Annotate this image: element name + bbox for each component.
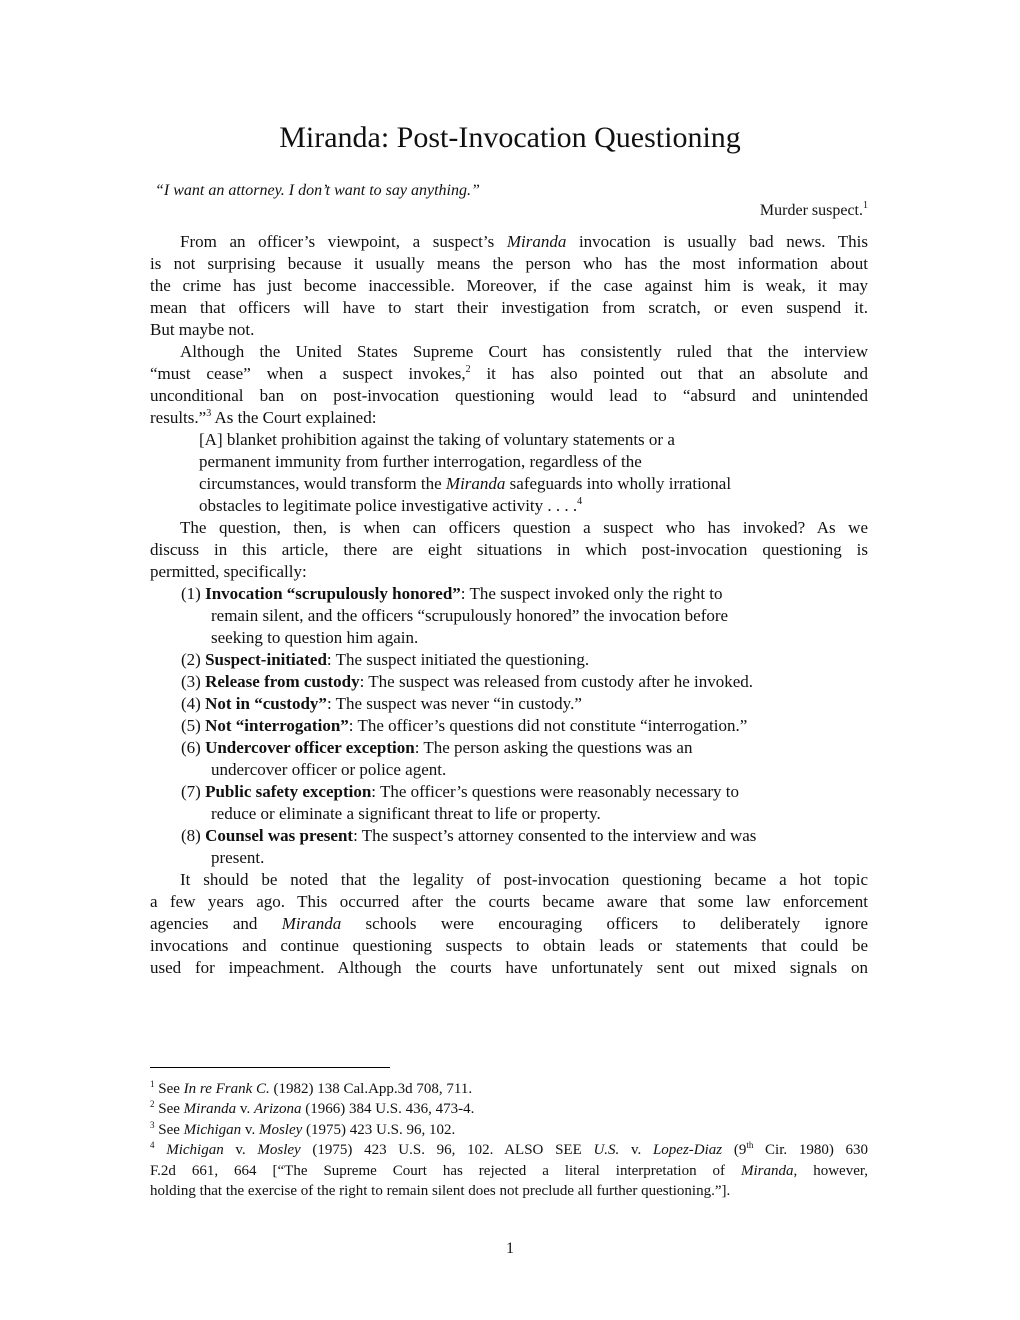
text-run: The question, then, is when can officers question a suspect who has invoked? As we bbox=[180, 518, 868, 537]
text-run: : The officer’s questions did not constitute “interrogation.” bbox=[348, 716, 748, 735]
text-run: remain silent, and the officers “scrupulously honored” the invocation before bbox=[211, 606, 729, 625]
footnote-ref: 4 bbox=[577, 496, 583, 507]
text-run: v. bbox=[241, 1121, 259, 1138]
footnote-line bbox=[150, 1120, 868, 1140]
footnote-divider bbox=[150, 1067, 390, 1068]
body-line bbox=[150, 561, 868, 583]
footnote-ref: 2 bbox=[465, 364, 471, 375]
italic-text: Mosley bbox=[258, 1121, 303, 1138]
body-line bbox=[150, 935, 868, 957]
text-run: (4) bbox=[181, 694, 206, 713]
text-run: It should be noted that the legality of post-invocation questioning became a hot topic bbox=[180, 870, 868, 889]
body-line bbox=[150, 231, 868, 253]
text-run: reduce or eliminate a significant threat to life or property. bbox=[211, 804, 601, 823]
footnotes bbox=[150, 1079, 868, 1201]
text-run: (3) bbox=[181, 672, 206, 691]
bold-text: Not “interrogation” bbox=[205, 716, 349, 735]
footnote-ref: 3 bbox=[206, 408, 212, 419]
body-line bbox=[150, 847, 868, 869]
italic-text: Miranda bbox=[741, 1162, 794, 1179]
body-line bbox=[150, 451, 868, 473]
text-run: seeking to question him again. bbox=[211, 628, 419, 647]
italic-text: In re Frank C. bbox=[183, 1081, 270, 1097]
text-run: : The suspect’s attorney consented to the interview and was bbox=[353, 826, 757, 845]
body-line bbox=[150, 319, 868, 341]
body-line bbox=[150, 539, 868, 561]
italic-text: Miranda bbox=[183, 1101, 237, 1118]
body-line bbox=[150, 781, 868, 803]
body-line bbox=[150, 429, 868, 451]
text-run: “must cease” when a suspect invokes, bbox=[150, 364, 466, 383]
text-run: undercover officer or police agent. bbox=[211, 760, 447, 779]
text-run: (1982) 138 Cal.App.3d 708, 711. bbox=[269, 1081, 473, 1097]
body-line bbox=[150, 297, 868, 319]
footnote-ref: 1 bbox=[863, 200, 868, 211]
document-title: Miranda: Post-Invocation Questioning bbox=[279, 121, 741, 154]
bold-text: Public safety exception bbox=[205, 782, 372, 801]
footnote-line bbox=[150, 1079, 868, 1099]
text-run: : The officer’s questions were reasonably necessary to bbox=[371, 782, 740, 801]
text-run: circumstances, would transform the bbox=[199, 474, 446, 493]
body-line bbox=[150, 517, 868, 539]
text-run: (1975) 423 U.S. 96, 102. bbox=[302, 1121, 456, 1138]
text-run: (5) bbox=[181, 716, 206, 735]
text-run: permanent immunity from further interrogation, regardless of the bbox=[199, 452, 642, 471]
body-line bbox=[150, 759, 868, 781]
italic-text: Miranda bbox=[281, 914, 342, 933]
body-line bbox=[150, 253, 868, 275]
body-line bbox=[150, 671, 868, 693]
text-run: F.2d 661, 664 [“The Supreme Court has rejected a literal interpretation of bbox=[150, 1162, 741, 1179]
text-run: obstacles to legitimate police investigative activity . . . . bbox=[199, 496, 578, 515]
text-run: : The suspect was never “in custody.” bbox=[326, 694, 582, 713]
body-line bbox=[150, 825, 868, 847]
text-run: Cir. 1980) 630 bbox=[753, 1142, 869, 1159]
text-run: present. bbox=[211, 848, 265, 867]
body-line bbox=[150, 715, 868, 737]
bold-text: Counsel was present bbox=[205, 826, 354, 845]
text-run: : The suspect was released from custody after he invoked. bbox=[359, 672, 754, 691]
text-run: (1966) 384 U.S. 436, 473-4. bbox=[301, 1101, 475, 1118]
bold-text: Invocation “scrupulously honored” bbox=[205, 584, 461, 603]
text-run: it has also pointed out that an absolute and bbox=[470, 364, 868, 383]
page-number: 1 bbox=[506, 1240, 514, 1257]
text-run bbox=[155, 1142, 167, 1158]
text-run: (9 bbox=[722, 1142, 747, 1159]
body-line bbox=[150, 583, 868, 605]
body-line bbox=[150, 341, 868, 363]
text-run: mean that officers will have to start their investigation from scratch, or even suspend it. bbox=[150, 298, 868, 317]
text-run: v. bbox=[619, 1142, 653, 1159]
text-run: See bbox=[154, 1121, 184, 1138]
body-line bbox=[150, 363, 868, 385]
bold-text: Release from custody bbox=[205, 672, 360, 691]
body-line bbox=[150, 891, 868, 913]
body-line bbox=[150, 803, 868, 825]
text-run: agencies and bbox=[150, 914, 282, 933]
body-line bbox=[150, 693, 868, 715]
footnote-ref: th bbox=[746, 1140, 754, 1151]
text-run: As the Court explained: bbox=[211, 408, 377, 427]
italic-text: Miranda bbox=[506, 232, 567, 251]
text-run: (2) bbox=[181, 650, 206, 669]
text-run: (6) bbox=[181, 738, 206, 757]
body-line bbox=[150, 957, 868, 979]
italic-text: Miranda bbox=[445, 474, 506, 493]
footnote-line bbox=[150, 1140, 868, 1160]
epigraph-attribution bbox=[760, 200, 868, 222]
footnote-ref: 1 bbox=[150, 1079, 155, 1089]
text-run: : The suspect invoked only the right to bbox=[460, 584, 723, 603]
text-run: , however, bbox=[793, 1162, 869, 1179]
body-line bbox=[150, 407, 868, 429]
text-run: Although the United States Supreme Court has consistently ruled that the interview bbox=[180, 342, 868, 361]
body-line bbox=[150, 649, 868, 671]
italic-text: Lopez-Diaz bbox=[652, 1142, 723, 1159]
text-run: But maybe not. bbox=[150, 320, 255, 339]
body-line bbox=[150, 605, 868, 627]
text-run: See bbox=[154, 1081, 184, 1097]
text-run: invocation is usually bad news. This bbox=[566, 232, 868, 251]
body-line bbox=[150, 913, 868, 935]
footnote-line bbox=[150, 1161, 868, 1181]
italic-text: Arizona bbox=[253, 1101, 302, 1118]
attribution-text: Murder suspect. bbox=[759, 202, 863, 219]
text-run: v. bbox=[236, 1101, 254, 1118]
footnote-ref: 4 bbox=[150, 1140, 155, 1151]
footnote-ref: 3 bbox=[150, 1119, 155, 1130]
text-run: (1975) 423 U.S. 96, 102. ALSO SEE bbox=[300, 1142, 594, 1159]
text-run: discuss in this article, there are eight situations in which post-invocation questioning is bbox=[150, 540, 868, 559]
body-line bbox=[150, 385, 868, 407]
text-run: unconditional ban on post-invocation questioning would lead to “absurd and unintended bbox=[150, 386, 868, 405]
epigraph-quote: “I want an attorney. I don’t want to say anything.” bbox=[155, 182, 480, 199]
footnote-line bbox=[150, 1099, 868, 1119]
text-run: permitted, specifically: bbox=[150, 562, 307, 581]
footnote-line bbox=[150, 1181, 868, 1201]
text-run: a few years ago. This occurred after the courts became aware that some law enforcement bbox=[150, 892, 868, 911]
text-run: safeguards into wholly irrational bbox=[505, 474, 732, 493]
footnote-ref: 2 bbox=[150, 1099, 155, 1110]
body-line bbox=[150, 275, 868, 297]
text-run: used for impeachment. Although the courts have unfortunately sent out mixed signals on bbox=[150, 958, 868, 977]
text-run: results.” bbox=[150, 408, 207, 427]
text-run: v. bbox=[223, 1142, 258, 1159]
italic-text: Michigan bbox=[166, 1142, 224, 1159]
text-run: invocations and continue questioning suspects to obtain leads or statements that could be bbox=[150, 936, 868, 955]
text-run: From an officer’s viewpoint, a suspect’s bbox=[180, 232, 507, 251]
bold-text: Undercover officer exception bbox=[205, 738, 415, 757]
text-run: : The suspect initiated the questioning. bbox=[326, 650, 590, 669]
bold-text: Suspect-initiated bbox=[205, 650, 327, 669]
text-run: [A] blanket prohibition against the taking of voluntary statements or a bbox=[199, 430, 675, 449]
body-text bbox=[150, 231, 868, 979]
body-line bbox=[150, 869, 868, 891]
bold-text: Not in “custody” bbox=[205, 694, 327, 713]
text-run: holding that the exercise of the right to remain silent does not preclude all further questioning.”]. bbox=[150, 1182, 731, 1199]
text-run: : The person asking the questions was an bbox=[414, 738, 693, 757]
text-run: See bbox=[154, 1101, 184, 1118]
text-run: schools were encouraging officers to deliberately ignore bbox=[341, 914, 868, 933]
text-run: (7) bbox=[181, 782, 206, 801]
italic-text: Mosley bbox=[257, 1142, 301, 1159]
text-run: (1) bbox=[181, 584, 206, 603]
body-line bbox=[150, 495, 868, 517]
text-run: is not surprising because it usually means the person who has the most information about bbox=[150, 254, 868, 273]
body-line bbox=[150, 737, 868, 759]
text-run: (8) bbox=[181, 826, 206, 845]
italic-text: U.S. bbox=[593, 1142, 620, 1159]
text-run: the crime has just become inaccessible. Moreover, if the case against him is weak, it may bbox=[150, 276, 868, 295]
body-line bbox=[150, 627, 868, 649]
italic-text: Michigan bbox=[183, 1121, 242, 1138]
body-line bbox=[150, 473, 868, 495]
